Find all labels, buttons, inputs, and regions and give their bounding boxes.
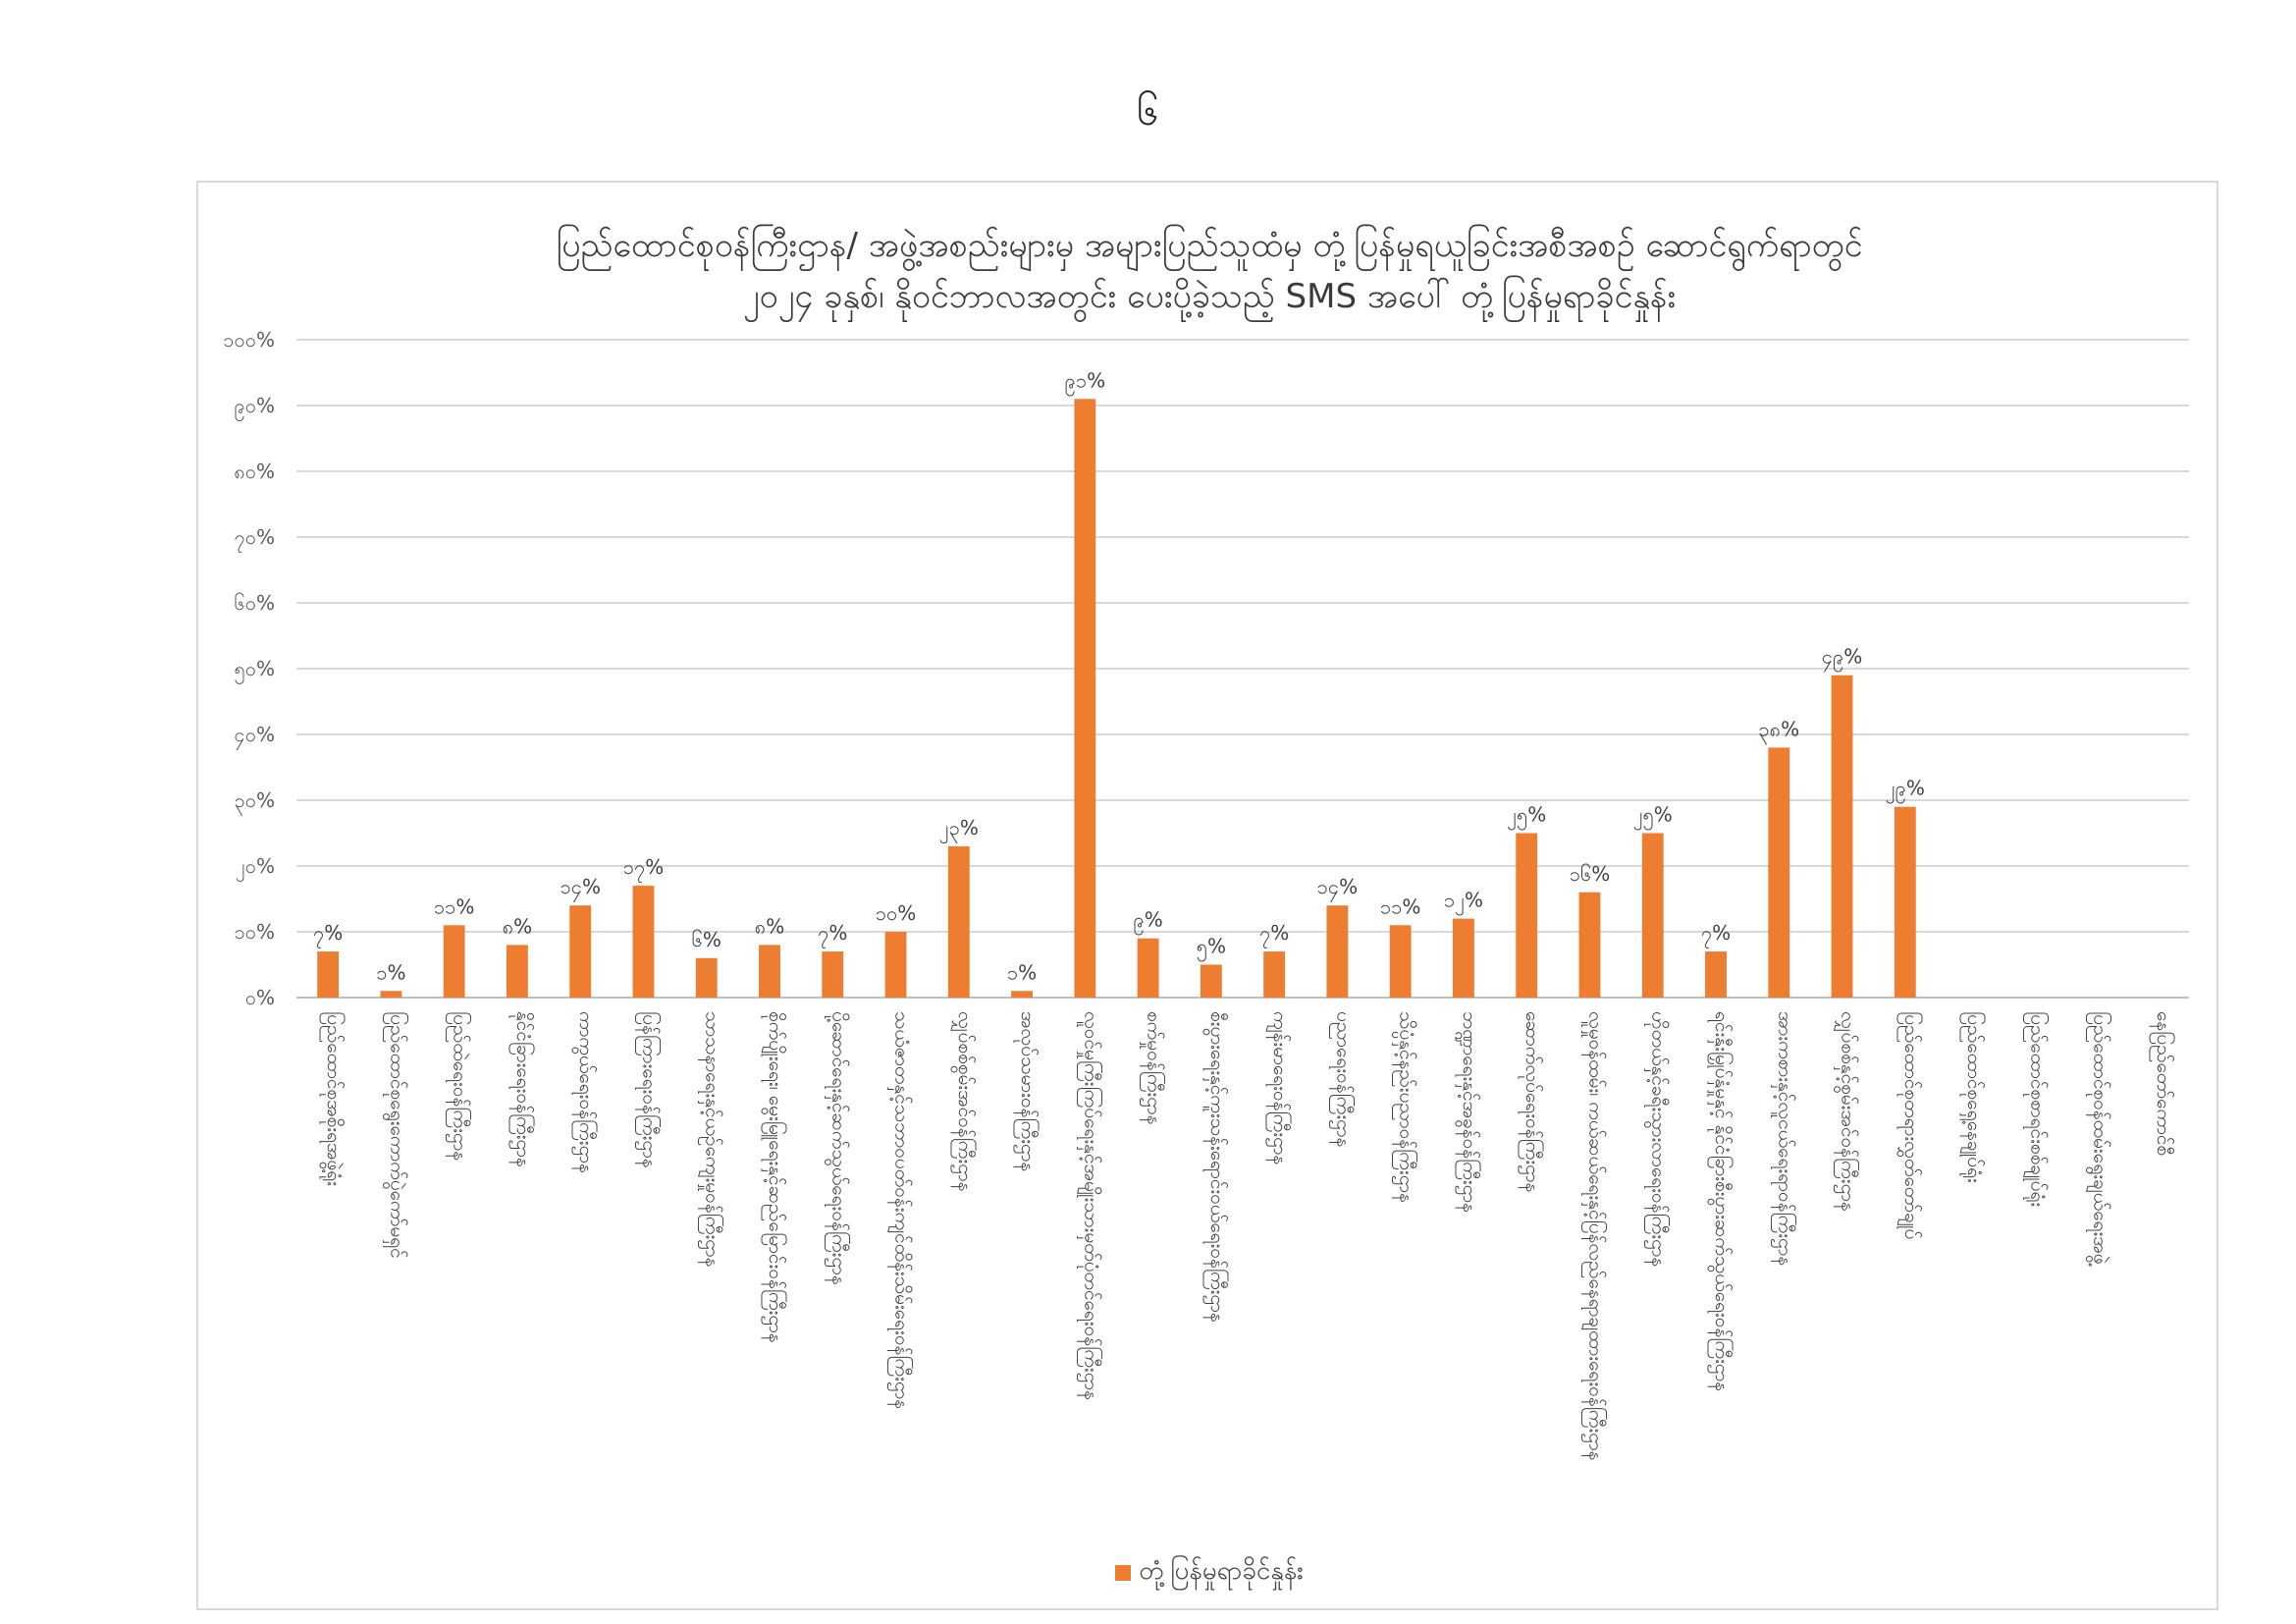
bar-value-label: ၇% (313, 921, 344, 946)
bar (633, 886, 655, 998)
category-label: ပြည်ထောင်စုဝန်ထမ်းရွေးချယ်ရေးအဖွဲ့ (2089, 1011, 2111, 1265)
category-label: အားကစားနှင့်လူငယ်ရေးရာဝန်ကြီးဌာန (1774, 1011, 1796, 1267)
category-label: စီးပွားရေးနှင့်ကူးသန်းရောင်းဝယ်ရေးဝန်ကြီးဌာန (1205, 1011, 1228, 1323)
y-tick-label: ၅၀% (234, 657, 275, 680)
y-tick-label: ၄၀% (234, 723, 275, 746)
bar (1642, 834, 1664, 999)
y-tick-label: ၆၀% (234, 591, 275, 615)
category-label: ကာကွယ်ရေးဝန်ကြီးဌာန (575, 1011, 598, 1173)
y-tick-label: ၂၀% (235, 854, 275, 878)
category-label: လူမှုဝန်ထမ်း၊ ကယ်ဆယ်ရေးနှင့်ပြန်လည်နေရာချထားရေးဝန်ကြီးဌာန (1584, 1011, 1607, 1461)
bar-value-label: ၁၁% (433, 894, 475, 919)
bar-value-label: ၁% (1006, 960, 1038, 985)
bar (1768, 747, 1789, 998)
bar (885, 932, 907, 998)
category-label: ပြည်ထောင်စုတရားလွှတ်တော်ချုပ် (1899, 1011, 1922, 1240)
bar (822, 951, 843, 998)
bar-value-label: ၉% (1133, 907, 1163, 932)
bar-value-label: ၁၀% (875, 901, 917, 925)
y-tick-label: ၈၀% (234, 460, 275, 483)
category-label: ပညာရေးဝန်ကြီးဌာန (1332, 1011, 1355, 1148)
bar (569, 905, 591, 998)
legend-swatch (1115, 1565, 1131, 1581)
bar (1453, 919, 1474, 998)
bar-value-label: ၉၁% (1064, 368, 1106, 393)
bar-value-label: ၇% (1700, 921, 1732, 946)
y-tick-label: ၁၀၀% (223, 328, 275, 352)
bar-value-label: ၁၆% (1569, 861, 1611, 886)
bar-value-label: ၈% (754, 914, 785, 939)
bar-value-label: ၂၃% (938, 815, 979, 839)
y-tick-label: ၀% (244, 986, 275, 1009)
chart-title-line-2: ၂၀၂၄ ခုနှစ်၊ နိုဝင်ဘာလအတွင်း ပေးပို့ခဲ့သည့် SMS အပေါ် တုံ့ပြန်မှုရာခိုင်နှုန်း (742, 277, 1677, 316)
chart-frame (196, 181, 2218, 1610)
bar-value-label: ၁၄% (560, 875, 601, 899)
chart-title-line-1: ပြည်ထောင်စုဝန်ကြီးဌာန/ အဖွဲ့အစည်းများမှ အများပြည်သူထံမှ တုံ့ပြန်မှုရယူခြင်းအစီအစဉ် ဆောင်ရွက်ရာတွင် (556, 226, 1863, 265)
category-label: ပြည်ထောင်စုရှေ့နေချုပ်ရုံး (1963, 1011, 1986, 1183)
bar-value-label: ၇% (818, 921, 848, 946)
bar-chart (198, 183, 2220, 1612)
bar-value-label: ၁% (376, 960, 406, 985)
category-label: လျှပ်စစ်စွမ်းအင်ဝန်ကြီးဌာန (953, 1011, 976, 1192)
bar-value-label: ၁၄% (1316, 875, 1359, 899)
bar-value-label: ၆% (691, 927, 721, 951)
bar-value-label: ၁၁% (1379, 894, 1421, 919)
category-label: ဟိုတယ်နှင့်ခရီးသွားလာရေးဝန်ကြီးဌာန (1647, 1011, 1670, 1268)
category-label: နိုင်ငံခြားရေးဝန်ကြီးဌာန (511, 1011, 534, 1167)
bar (444, 925, 465, 998)
bar (948, 846, 970, 998)
category-label: ဆောက်လုပ်ရေးဝန်ကြီးဌာန (1522, 1011, 1544, 1193)
bar (1705, 951, 1727, 998)
category-label: ပြည်ထောင်စုစာရင်းစစ်ချုပ်ရုံး (2026, 1011, 2049, 1208)
bar-value-label: ၄၉% (1821, 644, 1863, 669)
category-label: သာသနာရေးနှင့်ယဉ်ကျေးမှုဝန်ကြီးဌာန (701, 1011, 723, 1268)
bar (1579, 893, 1601, 998)
category-label: ပြည်ထဲရေးဝန်ကြီးဌာန (449, 1011, 471, 1162)
category-label: ပြည်ထောင်စုအစိုးရအဖွဲ့ရုံး (323, 1011, 346, 1187)
bar (1895, 807, 1916, 998)
category-label: သယံဇာတနှင့်သဘာဝပတ်ဝန်းကျင်ထိန်းသိမ်းရေးဝန်ကြီးဌာန (890, 1011, 913, 1410)
bar-value-label: ၁၇% (622, 855, 665, 880)
category-label: နေပြည်တော်ကောင်စီ (2152, 1011, 2174, 1157)
category-label: ပြန်ကြားရေးဝန်ကြီးဌာန (638, 1011, 661, 1168)
bar (1138, 939, 1159, 998)
y-tick-label: ၉၀% (234, 394, 275, 417)
category-label: ပြည်ထောင်စုရွေးကောက်ပွဲကော်မရှင် (386, 1011, 408, 1259)
bar (1074, 399, 1095, 998)
category-label: သိပ္ပံနှင့်နည်းပညာဝန်ကြီးဌာန (1395, 1011, 1417, 1203)
y-tick-label: ၃၀% (234, 788, 275, 812)
bar (1390, 925, 1412, 998)
bar-value-label: ၂၅% (1507, 802, 1547, 827)
bar-value-label: ၁၂% (1443, 888, 1483, 912)
category-label: လူဝင်မှုကြီးကြပ်ရေးနှင့်အမျိုးသားမှတ်ပုံတင်ရေးဝန်ကြီးဌာန (1080, 1011, 1102, 1400)
bar (1516, 834, 1537, 999)
category-label: စိုက်ပျိုးရေး၊ မွေးမြူရေးနှင့်ဆည်မြောင်းဝန်ကြီးဌာန (765, 1011, 786, 1343)
bar-value-label: ၂၅% (1632, 802, 1673, 827)
bar (1201, 965, 1222, 999)
page-number: ၆ (1137, 89, 1159, 135)
legend (198, 1553, 2220, 1592)
category-label: ရင်းနှီးမြှုပ်နှံမှုနှင့် နိုင်ငံခြားစီးပွားဆက်သွယ်ရေးဝန်ကြီးဌာန (1711, 1011, 1733, 1392)
bar-value-label: ၅% (1196, 934, 1226, 958)
bar-value-label: ၇% (1259, 921, 1290, 946)
bar (1832, 676, 1853, 998)
bar (1326, 905, 1348, 998)
bar (317, 951, 339, 998)
category-label: ပို့ဆောင်ရေးနှင့်ဆက်သွယ်ရေးဝန်ကြီးဌာန (828, 1011, 850, 1285)
bar-value-label: ၈% (502, 914, 533, 939)
category-label: လျှပ်စစ်နှင့်စွမ်းအင်ဝန်ကြီးဌာန (1837, 1011, 1859, 1212)
bar-value-label: ၃၈% (1758, 717, 1800, 741)
y-tick-label: ၁၀% (234, 920, 275, 944)
category-label: ဘဏ္ဍာရေးနှင့်အခွန်ဝန်ကြီးဌာန (1458, 1011, 1480, 1213)
bar (507, 945, 528, 998)
y-tick-label: ၇၀% (234, 525, 275, 549)
bar-value-label: ၂၉% (1885, 776, 1925, 800)
bar (380, 991, 401, 998)
legend-label: တုံ့ပြန်မှုရာခိုင်နှုန်း (1139, 1556, 1304, 1586)
bar (1011, 991, 1033, 998)
category-label: အလုပ်သမားဝန်ကြီးဌာန (1017, 1011, 1040, 1172)
bar (759, 945, 780, 998)
category-label: ကျန်းမာရေးဝန်ကြီးဌာန (1269, 1011, 1292, 1165)
category-label: စက်မှုဝန်ကြီးဌာန (1143, 1011, 1165, 1125)
bar (696, 958, 718, 998)
bar (1263, 951, 1285, 998)
